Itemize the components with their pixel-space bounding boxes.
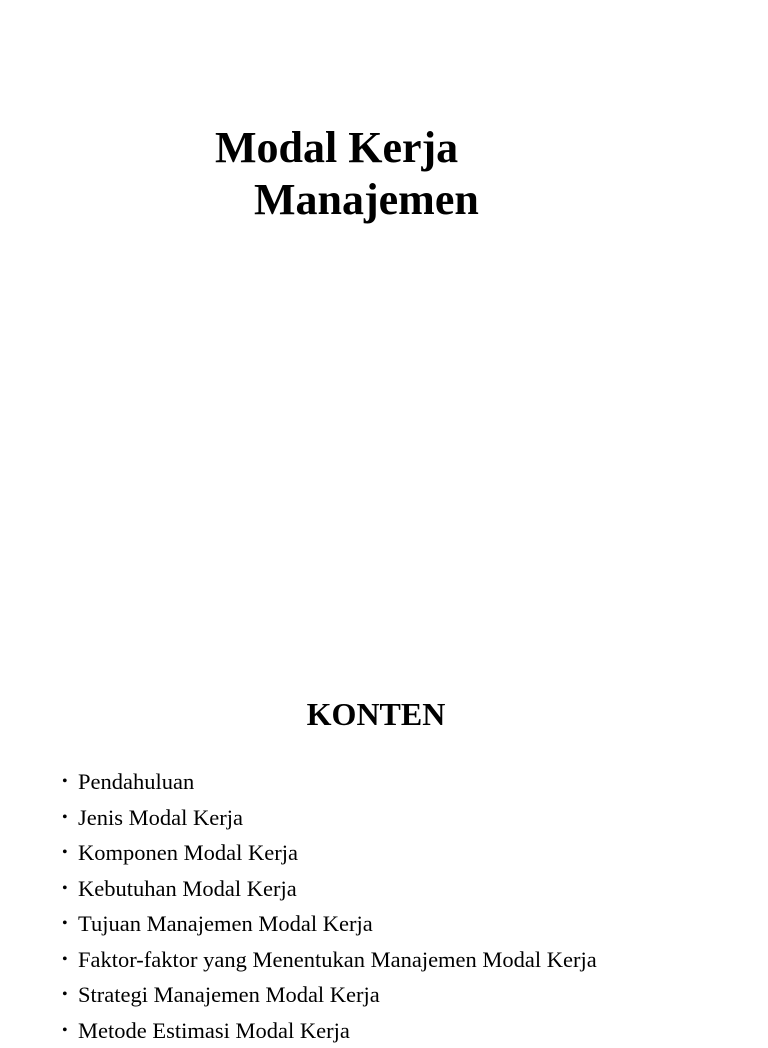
list-item-label: Faktor-faktor yang Menentukan Manajemen Modal Kerja — [78, 947, 597, 972]
list-item-label: Metode Estimasi Modal Kerja — [78, 1018, 350, 1043]
bullet-icon: • — [62, 835, 78, 871]
list-item — [62, 764, 597, 800]
list-item — [62, 906, 597, 942]
bullet-icon: • — [62, 1013, 78, 1048]
bullet-icon: • — [62, 906, 78, 942]
content-list — [62, 764, 597, 1048]
list-item-label: Strategi Manajemen Modal Kerja — [78, 982, 380, 1007]
list-item — [62, 800, 597, 836]
slide-title-line-1: Modal Kerja — [215, 126, 458, 170]
list-item — [62, 871, 597, 907]
list-item-label: Jenis Modal Kerja — [78, 805, 243, 830]
list-item-label: Kebutuhan Modal Kerja — [78, 876, 297, 901]
list-item-label: Tujuan Manajemen Modal Kerja — [78, 911, 373, 936]
list-item — [62, 1013, 597, 1048]
bullet-icon: • — [62, 942, 78, 978]
content-slide — [0, 620, 768, 1024]
bullet-icon: • — [62, 800, 78, 836]
bullet-icon: • — [62, 977, 78, 1013]
list-item — [62, 835, 597, 871]
slide-title-line-2: Manajemen — [254, 178, 479, 222]
content-heading: KONTEN — [0, 698, 752, 730]
list-item-label: Komponen Modal Kerja — [78, 840, 298, 865]
list-item-label: Pendahuluan — [78, 769, 194, 794]
bullet-icon: • — [62, 764, 78, 800]
list-item — [62, 977, 597, 1013]
bullet-icon: • — [62, 871, 78, 907]
list-item — [62, 942, 597, 978]
